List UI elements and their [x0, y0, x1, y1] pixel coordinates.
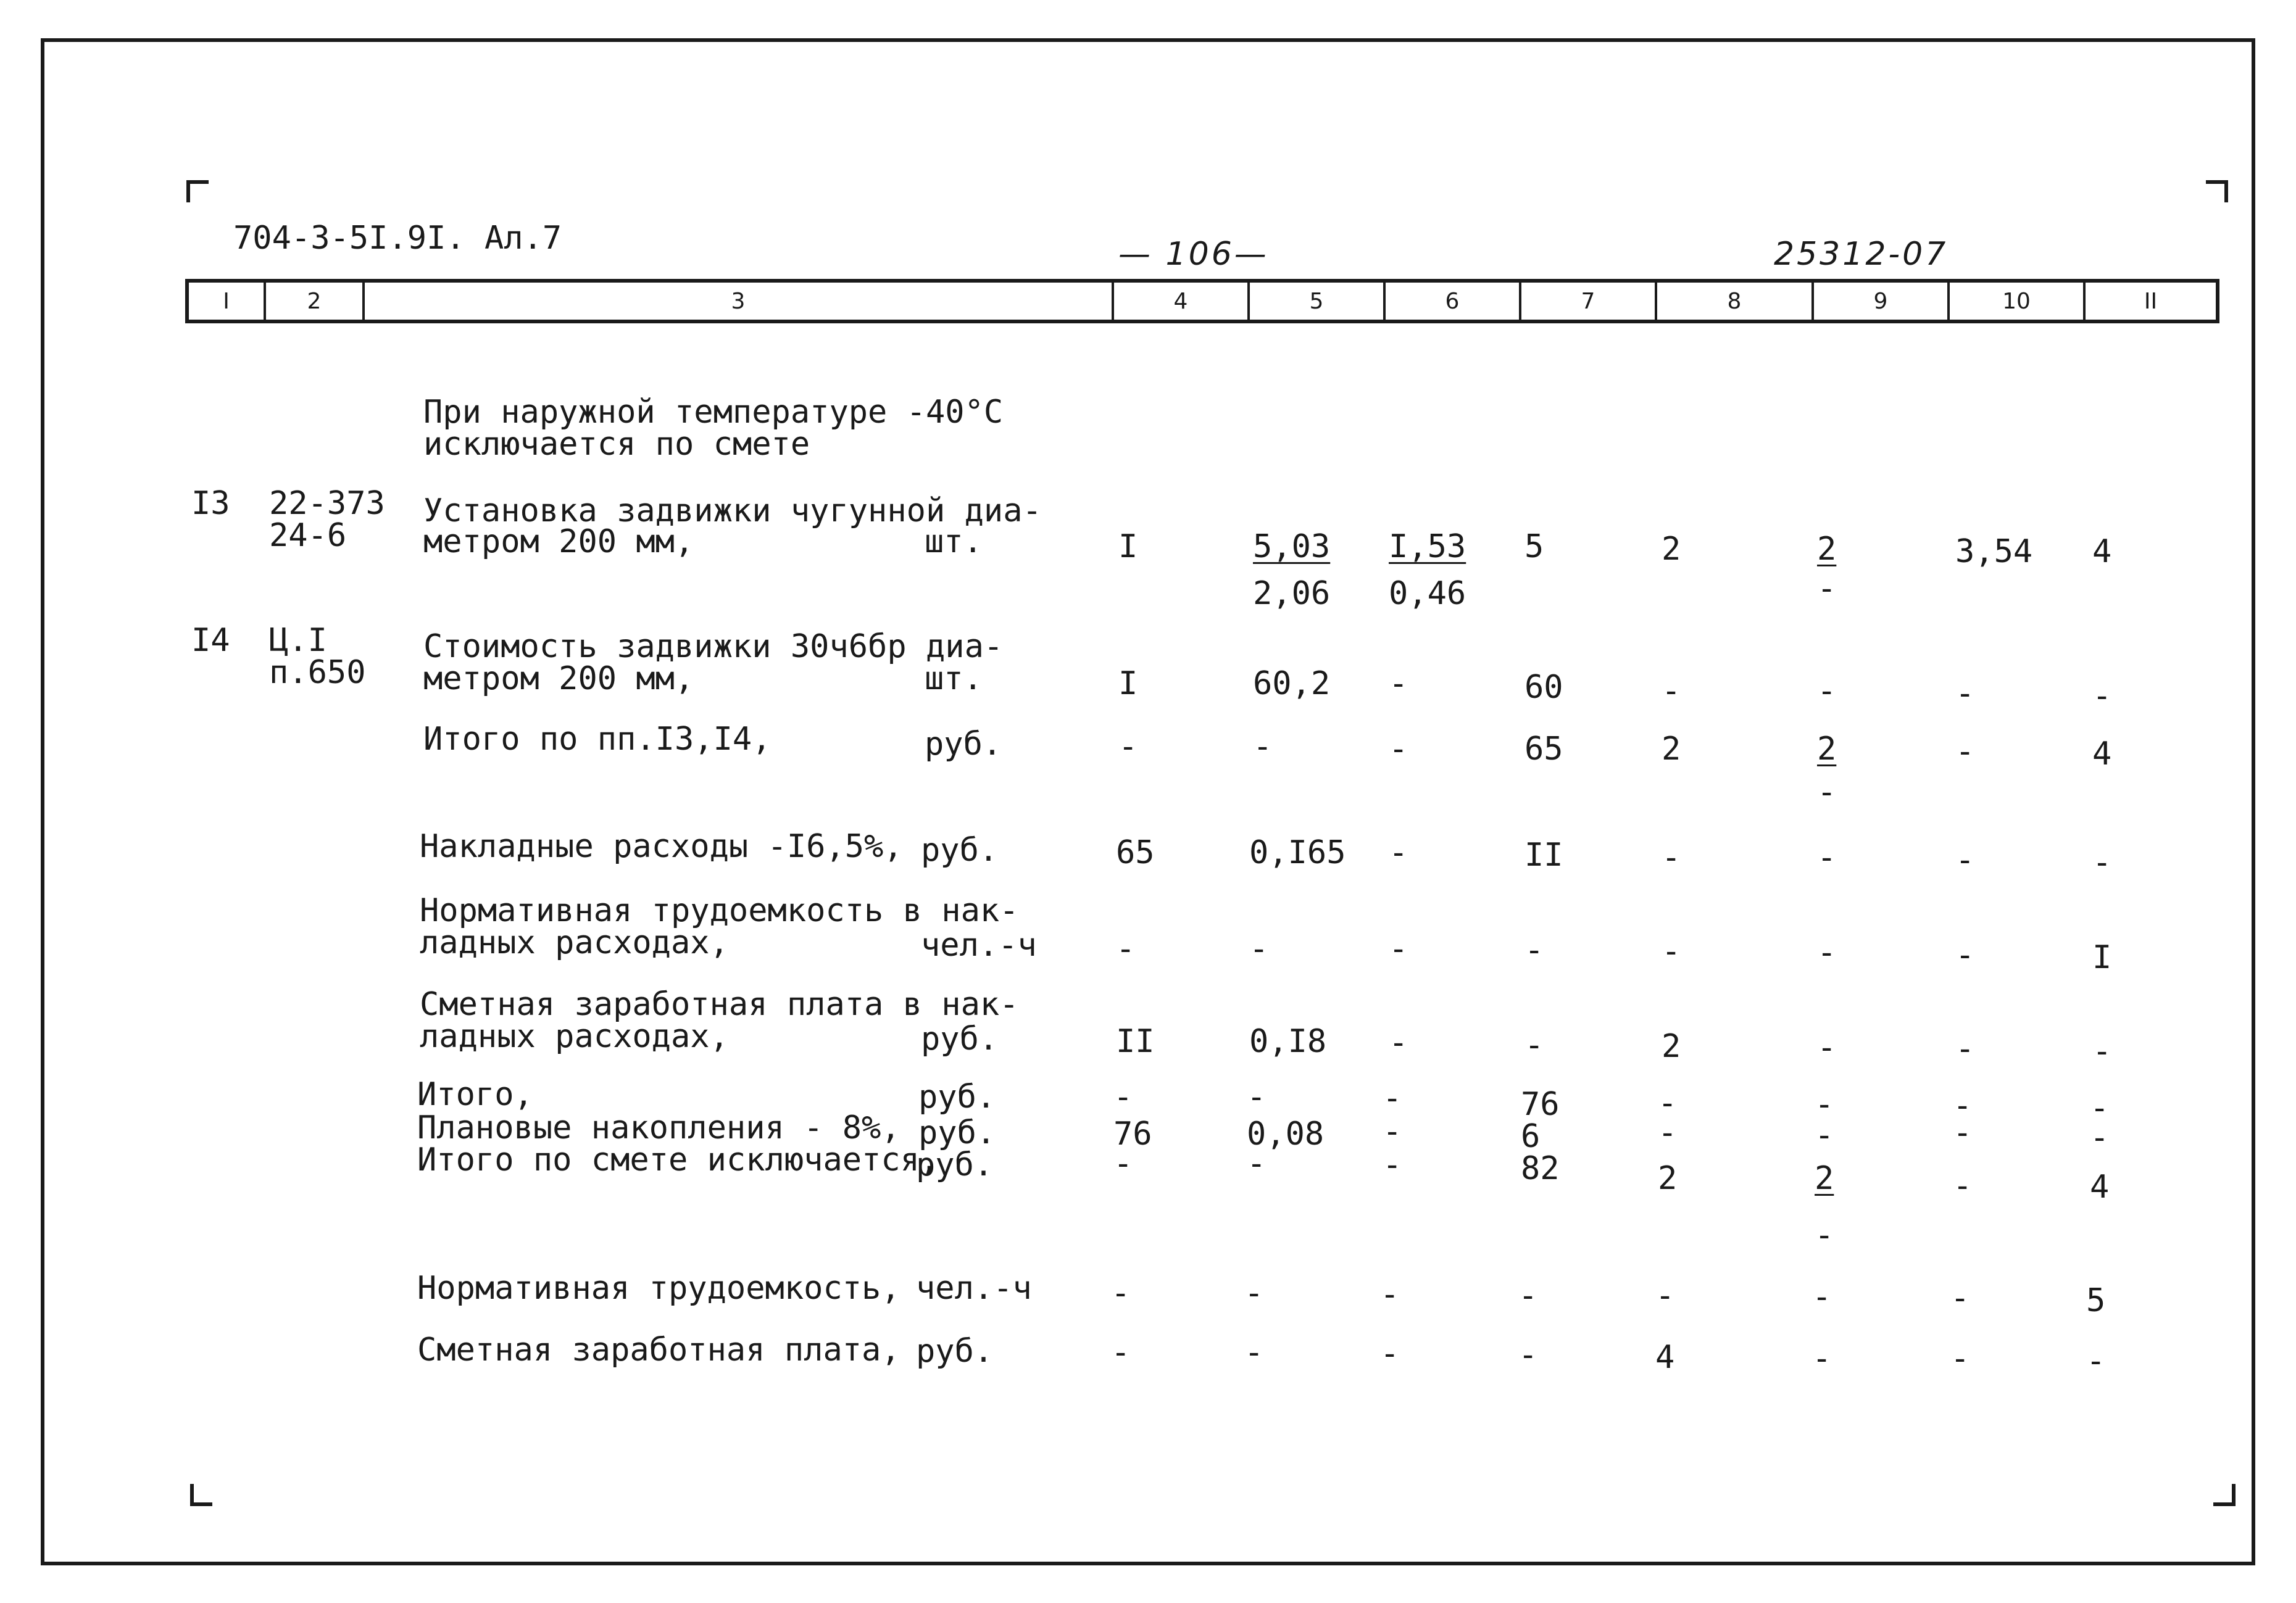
project-code: 25312-07	[1774, 236, 1949, 273]
cell-c11: -	[2092, 844, 2112, 881]
cell-c6-lower: 0,46	[1389, 575, 1466, 612]
cell-c11: 4	[2092, 735, 2112, 773]
item-description: Итого,	[417, 1076, 533, 1113]
cell-c4: 76	[1113, 1116, 1152, 1153]
cell-c9: 2	[1815, 1160, 1834, 1197]
rate-code: п.650	[269, 654, 366, 691]
cell-c4: II	[1116, 1023, 1155, 1060]
cell-c7: 82	[1521, 1150, 1560, 1187]
rate-code: 22-373	[269, 485, 385, 522]
cell-c10: -	[1953, 1087, 1973, 1124]
cell-c4: I	[1118, 665, 1138, 702]
cell-c10: -	[1955, 1030, 1975, 1067]
cell-c10: 3,54	[1955, 533, 2033, 570]
cell-c5: 0,I65	[1249, 834, 1346, 871]
cell-c8: 2	[1662, 731, 1681, 768]
cell-c4: 65	[1116, 834, 1155, 871]
cell-c4: -	[1113, 1145, 1133, 1182]
cell-c5-lower: 2,06	[1253, 575, 1331, 612]
item-description: Нормативная трудоемкость в нак-	[420, 892, 1019, 929]
cell-c9: 2	[1817, 531, 1837, 568]
cell-c8: -	[1662, 673, 1681, 710]
cell-c10: -	[1953, 1167, 1973, 1204]
unit: руб.	[916, 1146, 994, 1183]
cell-c8: -	[1655, 1277, 1675, 1314]
unit: руб.	[921, 832, 999, 869]
item-description: метром 200 мм,	[423, 660, 694, 697]
cell-c9: -	[1815, 1117, 1834, 1154]
item-description: Установка задвижки чугунной диа-	[423, 492, 1042, 529]
cell-c6: -	[1383, 1080, 1402, 1117]
item-description: ладных расходах,	[420, 924, 729, 961]
cell-c11: -	[2090, 1119, 2110, 1156]
unit: шт.	[925, 523, 983, 560]
cell-c10: -	[1955, 842, 1975, 879]
item-description: Сметная заработная плата,	[417, 1332, 901, 1369]
row-number: I3	[191, 485, 230, 522]
cell-c9: -	[1817, 839, 1837, 876]
column-header-8: 8	[1657, 283, 1814, 320]
item-description: Сметная заработная плата в нак-	[420, 986, 1019, 1023]
cell-c5: -	[1247, 1079, 1267, 1116]
cell-c5: -	[1244, 1334, 1264, 1371]
cell-c9: 2	[1817, 731, 1837, 768]
column-header-3: 3	[365, 283, 1114, 320]
cell-c8: 2	[1662, 531, 1681, 568]
cell-c4: -	[1111, 1275, 1131, 1312]
cell-c10: -	[1955, 675, 1975, 712]
corner-mark-top-left	[186, 180, 209, 202]
item-description: Стоимость задвижки 30ч6бр диа-	[423, 628, 1004, 665]
column-header-6: 6	[1386, 283, 1521, 320]
cell-c7: 6	[1521, 1118, 1541, 1155]
cell-c9: -	[1812, 1278, 1832, 1315]
cell-c11: -	[2092, 677, 2112, 715]
cell-c6: -	[1389, 834, 1408, 871]
cell-c4: -	[1113, 1079, 1133, 1116]
cell-c9: -	[1817, 934, 1837, 971]
cell-c7: 60	[1524, 669, 1563, 706]
cell-c9: -	[1817, 673, 1837, 710]
cell-c6: -	[1389, 731, 1408, 768]
cell-c11: -	[2090, 1090, 2110, 1127]
cell-c8: 4	[1655, 1339, 1675, 1376]
note-line-1: При наружной температуре -40°С	[423, 394, 1004, 431]
cell-c6: -	[1383, 1113, 1402, 1150]
cell-c8: 2	[1662, 1028, 1681, 1065]
cell-c8: 2	[1658, 1160, 1678, 1197]
cell-c6: -	[1389, 665, 1408, 702]
column-header-5: 5	[1250, 283, 1386, 320]
cell-c6: -	[1389, 930, 1408, 967]
cell-c5: 5,03	[1253, 528, 1331, 565]
corner-mark-bottom-right	[2213, 1484, 2236, 1506]
cell-c10: -	[1953, 1114, 1973, 1151]
column-header-row	[185, 279, 2219, 323]
cell-c9-lower: -	[1817, 570, 1837, 607]
item-description: Плановые накопления - 8%,	[417, 1109, 901, 1146]
cell-c10: -	[1950, 1340, 1970, 1377]
unit: руб.	[921, 1021, 999, 1058]
cell-c5: -	[1247, 1145, 1267, 1182]
item-description: Итого по смете исключается,	[417, 1141, 939, 1178]
cell-c11: 5	[2086, 1282, 2106, 1319]
unit: руб.	[925, 726, 1002, 763]
cell-c7: -	[1524, 932, 1544, 969]
page-number: — 106—	[1118, 236, 1269, 273]
rate-code: Ц.I	[269, 622, 327, 659]
document-code: 704-3-5I.9I. Ал.7	[233, 220, 562, 257]
cell-c8: -	[1658, 1085, 1678, 1122]
column-header-2: 2	[266, 283, 365, 320]
cell-c5: -	[1253, 728, 1273, 765]
cell-c10: -	[1950, 1280, 1970, 1317]
column-header-1: I	[189, 283, 266, 320]
cell-c7: -	[1518, 1277, 1538, 1314]
cell-c4: -	[1118, 728, 1138, 765]
item-description: Накладные расходы -I6,5%,	[420, 828, 903, 865]
unit: руб.	[918, 1114, 996, 1151]
cell-c9: -	[1812, 1340, 1832, 1377]
cell-c9-lower: -	[1815, 1217, 1834, 1254]
column-header-4: 4	[1114, 283, 1250, 320]
cell-c8: -	[1662, 933, 1681, 970]
cell-c7: -	[1524, 1027, 1544, 1064]
row-number: I4	[191, 622, 230, 659]
item-description: ладных расходах,	[420, 1018, 729, 1055]
cell-c7: -	[1518, 1336, 1538, 1373]
column-header-7: 7	[1521, 283, 1657, 320]
cell-c8: -	[1658, 1114, 1678, 1151]
column-header-11: II	[2144, 288, 2158, 314]
unit: руб.	[916, 1333, 994, 1370]
cell-c6: -	[1380, 1335, 1400, 1372]
item-description: метром 200 мм,	[423, 523, 694, 560]
item-description: Итого по пп.I3,I4,	[423, 721, 772, 758]
cell-c7: 76	[1521, 1086, 1560, 1123]
item-description: Нормативная трудоемкость,	[417, 1270, 901, 1307]
cell-c6: -	[1383, 1146, 1402, 1183]
note-line-2: исключается по смете	[423, 426, 810, 463]
cell-c5: 60,2	[1253, 665, 1331, 702]
cell-c6: -	[1389, 1024, 1408, 1061]
cell-c8: -	[1662, 839, 1681, 876]
cell-c7: 5	[1524, 528, 1544, 565]
unit: руб.	[918, 1079, 996, 1116]
corner-mark-bottom-left	[190, 1484, 212, 1506]
cell-c10: -	[1955, 733, 1975, 770]
cell-c9-lower: -	[1817, 774, 1837, 811]
column-header-10: 10	[1950, 283, 2086, 320]
unit: чел.-ч	[916, 1270, 1032, 1307]
cell-c4: I	[1118, 528, 1138, 565]
cell-c11: -	[2092, 1033, 2112, 1070]
cell-c11: -	[2086, 1343, 2106, 1380]
cell-c5: -	[1244, 1275, 1264, 1312]
cell-c9: -	[1815, 1086, 1834, 1123]
column-header-9: 9	[1814, 283, 1950, 320]
cell-c5: 0,I8	[1249, 1023, 1327, 1060]
cell-c5: 0,08	[1247, 1116, 1325, 1153]
cell-c4: -	[1111, 1334, 1131, 1371]
unit: шт.	[925, 660, 983, 697]
rate-code: 24-6	[269, 517, 347, 554]
cell-c6: I,53	[1389, 528, 1466, 565]
cell-c10: -	[1955, 937, 1975, 974]
cell-c7: II	[1524, 837, 1563, 874]
cell-c4: -	[1116, 930, 1136, 967]
cell-c5: -	[1249, 930, 1269, 967]
cell-c6: -	[1380, 1276, 1400, 1313]
cell-c11: I	[2092, 939, 2112, 976]
cell-c11: 4	[2092, 533, 2112, 570]
cell-c7: 65	[1524, 731, 1563, 768]
cell-c9: -	[1817, 1029, 1837, 1066]
cell-c11: 4	[2090, 1169, 2110, 1206]
corner-mark-top-right	[2206, 180, 2228, 202]
unit: чел.-ч	[921, 927, 1037, 964]
